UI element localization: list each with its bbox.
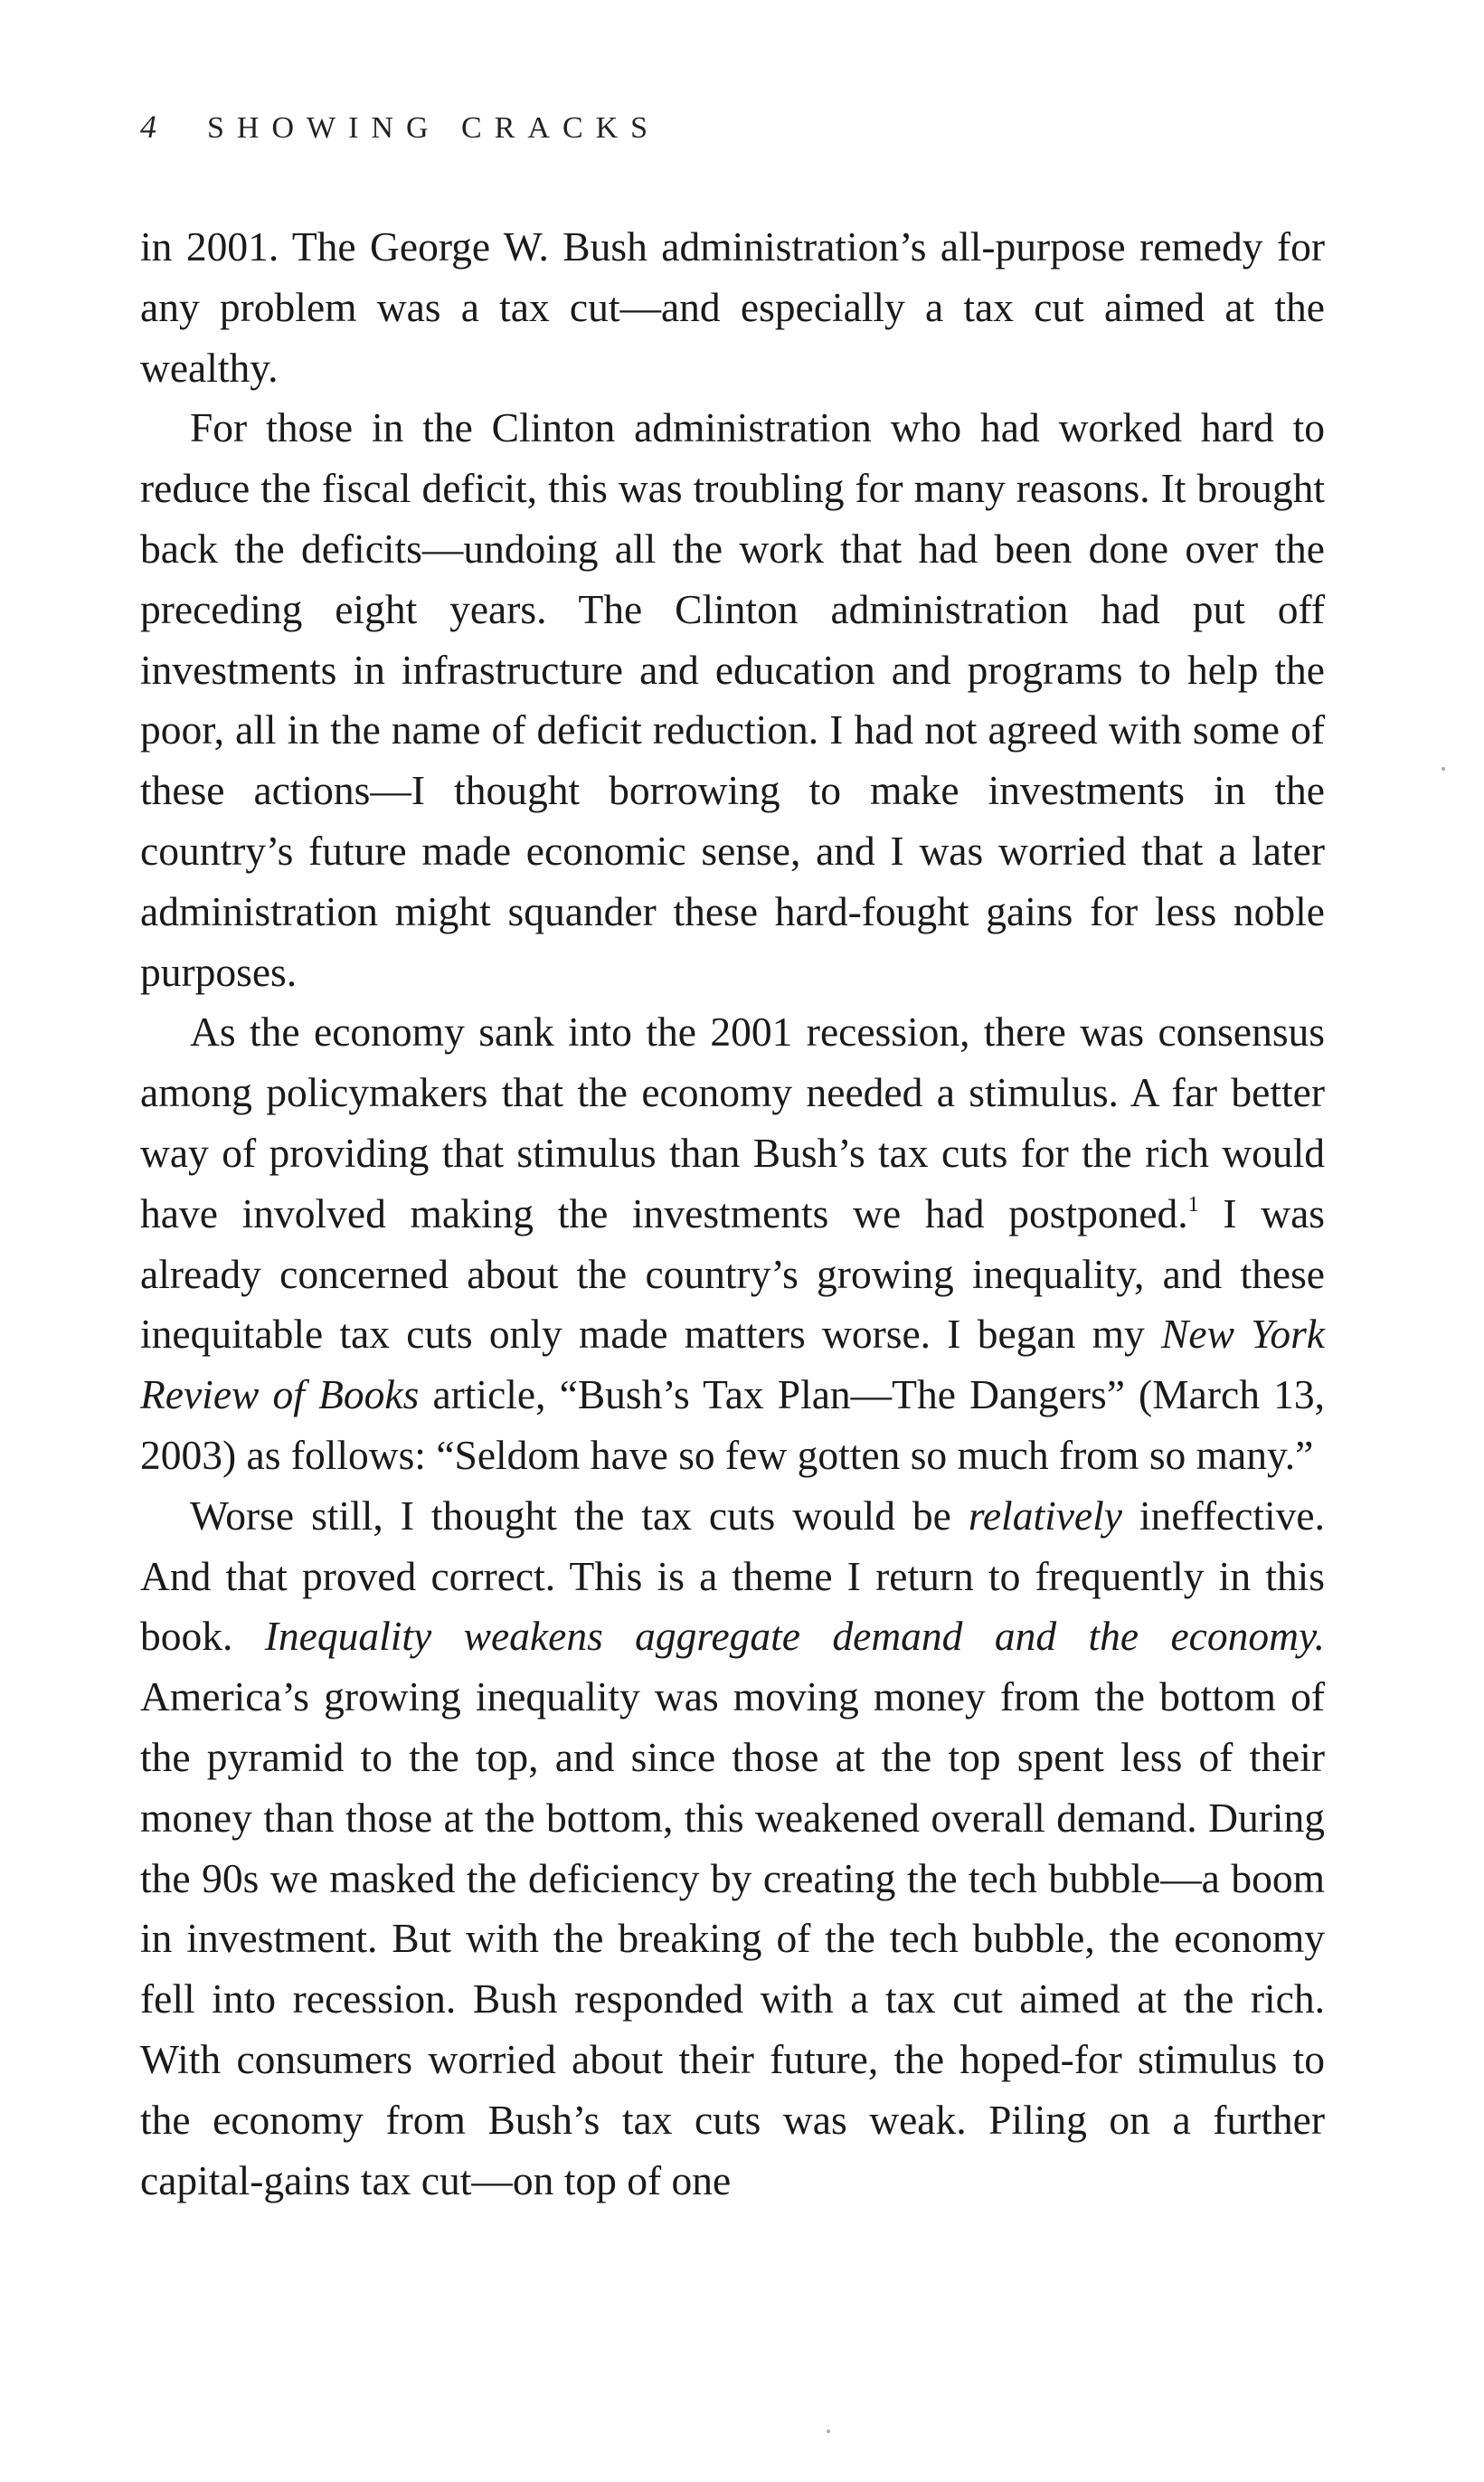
paragraph-3-text-b: I was already concerned about the country’s growing inequality, and these inequitable tax cuts only made matters worse. I began my	[140, 1189, 1325, 1358]
page-number: 4	[140, 109, 156, 145]
paragraph-4-text-a: Worse still, I thought the tax cuts would be	[190, 1492, 969, 1539]
paragraph-2-text: For those in the Clinton administration who had worked hard to reduce the fiscal deficit, this was troubling for many reasons. It brought back the deficits—undoing all the work that had been done over the preceding eight years. The Clinton administration had put off investments in infrastructure and education and programs to help the poor, all in the name of deficit reduction. I had not agreed with some of these actions—I thought borrowing to make investments in the country’s future made economic sense, and I was worried that a later administration might squander these hard-fought gains for less noble purposes.	[140, 404, 1325, 995]
paragraph-1-text: in 2001. The George W. Bush administration’s all-purpose remedy for any problem was a tax cut—and especially a tax cut aimed at the wealthy.	[140, 223, 1325, 391]
scan-speck	[1441, 767, 1445, 771]
footnote-marker: 1	[1187, 1192, 1199, 1217]
paragraph-3-text-a: As the economy sank into the 2001 recession, there was consensus among policymakers that the economy needed a stimulus. A far better way of providing that stimulus than Bush’s tax cuts for the rich would have involved making the investments we had postponed.	[140, 1009, 1325, 1236]
paragraph-1	[140, 217, 1325, 398]
paragraph-3	[140, 1002, 1325, 1485]
paragraph-3-text-c: article, “Bush’s Tax Plan—The Dangers” (March 13, 2003) as follows: “Seldom have so few gotten so much from so many.”	[140, 1371, 1325, 1478]
running-head	[140, 107, 660, 148]
thesis-statement: Inequality weakens aggregate demand and the economy.	[264, 1613, 1326, 1660]
body-text	[140, 217, 1325, 2211]
chapter-title: SHOWING CRACKS	[207, 111, 661, 145]
emphasis-relatively: relatively	[968, 1492, 1122, 1539]
paragraph-2	[140, 398, 1325, 1002]
paragraph-4	[140, 1486, 1325, 2212]
scan-speck	[827, 2430, 830, 2433]
paragraph-4-text-c: America’s growing inequality was moving money from the bottom of the pyramid to the top, and since those at the top spent less of their money than those at the bottom, this weakened overall demand. During the 90s we masked the deficiency by creating the tech bubble—a boom in investment. But with the breaking of the tech bubble, the economy fell into recession. Bush responded with a tax cut aimed at the rich. With consumers worried about their future, the hoped-for stimulus to the economy from Bush’s tax cuts was weak. Piling on a further capital-gains tax cut—on top of one	[140, 1673, 1325, 2203]
paragraph-4-text-b: ineffective. And that proved correct. This is a theme I return to frequently in this book.	[140, 1492, 1326, 1660]
journal-title: New York Review of Books	[140, 1311, 1325, 1418]
